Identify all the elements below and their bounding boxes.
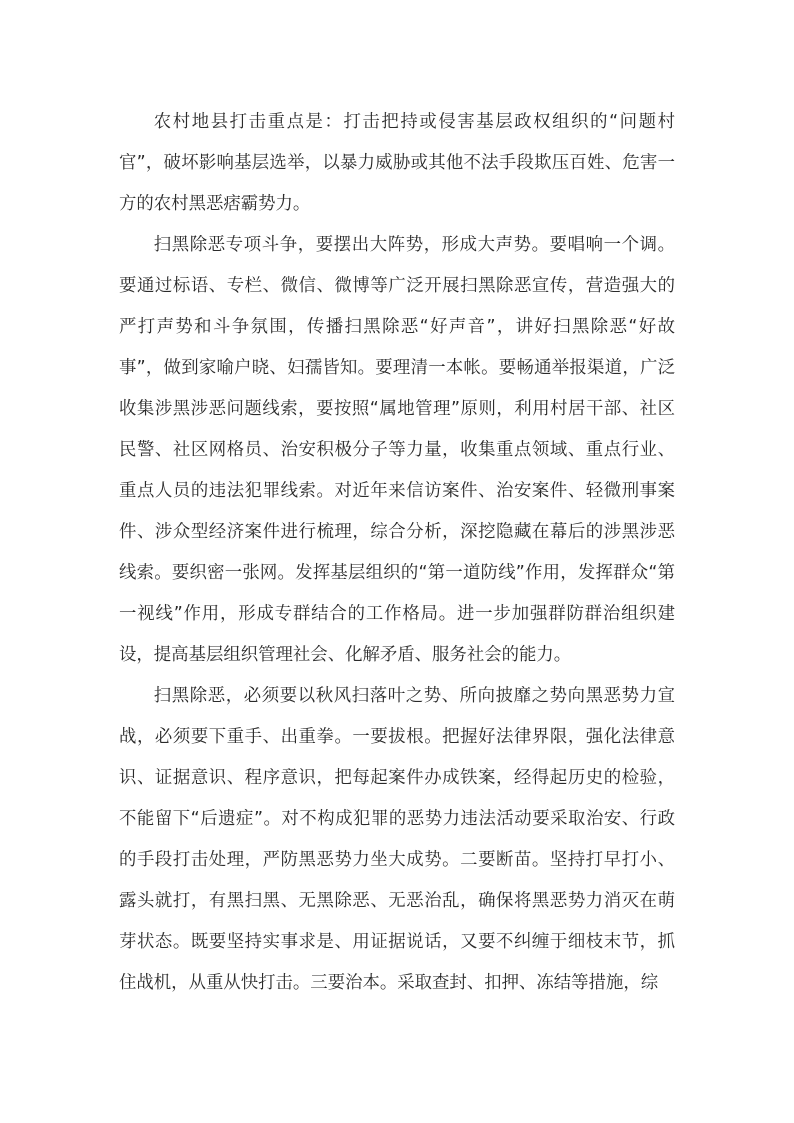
body-text (119, 102, 675, 1004)
paragraph-campaign-momentum: 扫黑除恶专项斗争，要摆出大阵势，形成大声势。要唱响一个调。要通过标语、专栏、微信、微博等广泛开展扫黑除恶宣传，营造强大的严打声势和斗争氛围，传播扫黑除恶“好声音”，讲好扫黑除恶“好故事”，做到家喻户晓、妇孺皆知。要理清一本帐。要畅通举报渠道，广泛收集涉黑涉恶问题线索，要按照“属地管理”原则，利用村居干部、社区民警、社区网格员、治安积极分子等力量，收集重点领域、重点行业、重点人员的违法犯罪线索。对近年来信访案件、治安案件、轻微刑事案件、涉众型经济案件进行梳理，综合分析，深挖隐藏在幕后的涉黑涉恶线索。要织密一张网。发挥基层组织的“第一道防线”作用，发挥群众“第一视线”作用，形成专群结合的工作格局。进一步加强群防群治组织建设，提高基层组织管理社会、化解矛盾、服务社会的能力。 (119, 235, 675, 665)
paragraph-rural-targets: 农村地县打击重点是：打击把持或侵害基层政权组织的“问题村官”，破坏影响基层选举，以暴力威胁或其他不法手段欺压百姓、危害一方的农村黑恶痞霸势力。 (119, 112, 675, 214)
paragraph-heavy-strike: 扫黑除恶，必须要以秋风扫落叶之势、所向披靡之势向黑恶势力宣战，必须要下重手、出重拳。一要拔根。把握好法律界限，强化法律意识、证据意识、程序意识，把每起案件办成铁案，经得起历史的检验，不能留下“后遗症”。对不构成犯罪的恶势力违法活动要采取治安、行政的手段打击处理，严防黑恶势力坐大成势。二要断苗。坚持打早打小、露头就打，有黑扫黑、无黑除恶、无恶治乱，确保将黑恶势力消灭在萌芽状态。既要坚持实事求是、用证据说话，又要不纠缠于细枝末节，抓住战机，从重从快打击。三要治本。采取查封、扣押、冻结等措施，综 (119, 686, 675, 993)
